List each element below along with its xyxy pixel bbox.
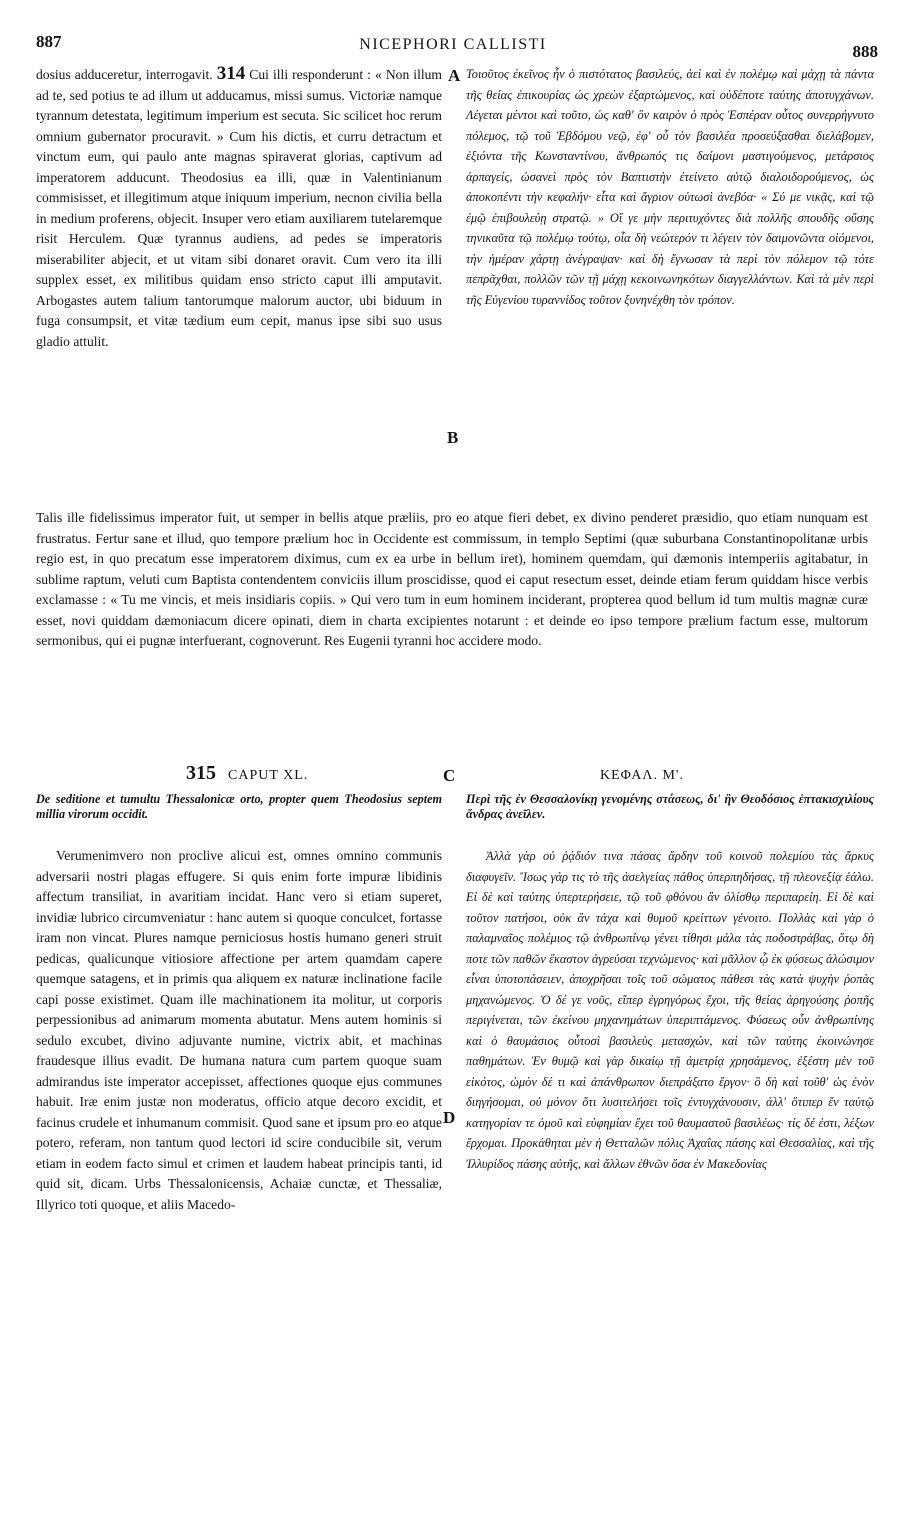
- chapter-title-latin: CAPUT XL.: [228, 768, 309, 783]
- greek-column-top: [466, 64, 874, 310]
- greek-column-bottom: [466, 846, 874, 1174]
- latin-text-rest: Cui illi responderunt : « Non illum ad te, sed potius te ad illum ut adducamus, missi sumus. Victoriæ namque tyrannum detestata, legitimum imperium est secuta. Sic scilicet hoc rerum omnium gubernator procuravit. » Cum his dictis, et curru detractum et vinctum eum, qui paulo ante magnas spiraverat glorias, captivum ad imperatorem adducunt. Theodosius ea illi, quæ in Valentinianum commisisset, et illegitimum atque iniquum imperium, necnon civilia bella in medium proferens, objecit. Insuper vero etiam auxiliarem tutelaremque risit Herculem. Quæ tyrannus audiens, ad pedes se imperatoris miserabiliter abjecit, et ut vitam sibi donaret oravit. Cum vero ita illi supplex esset, ex militibus quidam enso stricto caput illi amputavit. Arbogastes autem talium tantorumque malorum auctor, ubi biduum in fuga consumpsit, et vitæ tædium eum cepit, manus ipse sibi suo usus gladio attulit.: [36, 67, 442, 349]
- margin-letter-b: B: [447, 428, 459, 447]
- running-title: NICEPHORI CALLISTI: [359, 36, 547, 53]
- page-header: [0, 32, 906, 62]
- margin-letter-a: A: [448, 66, 461, 85]
- section-number-314: 314: [216, 63, 246, 84]
- latin-paragraph: [36, 64, 442, 352]
- latin-full-width-block: [36, 508, 868, 652]
- left-page-number: 887: [36, 32, 62, 51]
- latin-column-bottom: [36, 846, 442, 1215]
- latin-chapter-text: Verumenimvero non proclive alicui est, omnes omnino communis adversarii nostri plagas effugere. Si quis enim forte impuræ libidinis affectum transiliat, in avaritiam incidat. Hanc vero si etiam superet, invidiæ lubrico circumveniatur : hanc autem si quoque conculcet, fortasse iram non vincat. Plures namque perniciosus hostis humano generi struit pedicas, qualicunque vitiosiore affectione per artem quamdam capere quemque satagens, et in primis qua aliquem ex naturæ inclinatione facile capi posse existimet. Quam ille machinationem ita molitur, ut corporis perpessionibus ad animarum momenta abutatur. Mens autem hominis si sedulo excubet, divino adjuvante numine, victrix abit, et machinas fraudesque illius evadit. De humana natura cum partem quoque suam admirandus iste imperator accepisset, affectiones quoque ejus communes habuit. Iræ enim justæ non moderatus, officio atque decoro excidit, et facinus crudele et inhumanum commisit. Quod sane et ipsum pro eo atque potero, referam, non tantum quod lectori id scire conducibile sit, verum etiam in eodem facto simul et crimen et laudem habeat principis tanti, id quid sit, dicam. Urbs Thessalonicensis, Achaiæ cunctæ, et Thessaliæ, Illyrico toti quoque, et aliis Macedo-: [36, 848, 442, 1212]
- greek-chapter-text: Ἀλλὰ γὰρ οὐ ῥᾴδιόν τινα πάσας ἄρδην τοῦ κοινοῦ πολεμίου τὰς ἄρκυς διαφυγεῖν. Ἴσως γάρ τις τὸ τῆς ἀσελγείας πάθος ὑπερπηδήσας, τῇ πλεονεξίᾳ ἑάλω. Εἰ δὲ καὶ ταύτης ὑπερτερήσειε, τῷ τοῦ φθόνου ἂν ὀλίσθῳ περιπαρείη. Εἰ δὲ καὶ τοῦτον πατήσοι, οὐκ ἂν τάχα καὶ θυμοῦ κρείττων γένοιτο. Πολλὰς καὶ γὰρ ὁ παλαμναῖος πολέμιος τῷ ἀνθρωπίνῳ γένει τίθησι μάλα τὰς ποδοστράβας, ὅτῳ δὴ ποτε τῶν παθῶν ἕκαστον ἀγρεύσαι τεχνώμενος· καὶ μᾶλλον ᾧ ἐκ φύσεως ἁλώσιμον εἶναι ὑποτοπάσειεν, ἀποχρῆσαι τοῖς τοῦ σώματος πάθεσι τὰς κατὰ ψυχὴν ῥοπὰς μηχανώμενος. Ὁ δέ γε νοῦς, εἴπερ ἐγρηγόρως ἔχοι, τῆς θείας ἀρηγούσης ῥοπῆς περιγίνεται, τῶν ἐκείνου μηχανημάτων ὑπεριπτάμενος. Φύσεως οὖν ἀνθρωπίνης καὶ ὁ θαυμάσιος οὗτοσὶ βασιλεὺς μετασχών, καὶ τῶν ταύτης ἐκοινώνησε παθημάτων. Ἐν θυμῷ καὶ γὰρ δικαίῳ τῇ ἀμετρίᾳ χρησάμενος, ἐξέστη μὲν τοῦ εἰκότος, ὠμὸν δέ τι καὶ ἀπάνθρωπον διεπράξατο ἔργον· ὃ δὴ καὶ τοῦθ' ὡς ἐνὸν διηγήσομαι, οὐ μόνον ὅτι λυσιτελήσει τοῖς ἐντυγχάνουσιν, ἀλλ' ὅτιπερ ἔν ταὐτῷ κατηγορίαν τε ὁμοῦ καὶ εὐφημίαν ἔχει τοῦ θαυμαστοῦ βασιλέως· τίς δέ ἐστι, λέξων ἔρχομαι. Προκάθηται μὲν ἡ Θετταλῶν πόλις Ἀχαΐας πάσης καὶ Θεσσαλίας, καὶ τῆς Ἰλλυρίδος πάσης αὐτῆς, καὶ ἄλλων ἐθνῶν ὅσα ἐν Μακεδονίας: [466, 849, 874, 1171]
- latin-column-top: [36, 64, 442, 352]
- chapter-title-greek: ΚΕΦΑΛ. Μ'.: [600, 768, 684, 783]
- right-page-number: 888: [852, 42, 878, 61]
- chapter-heading-latin: [186, 762, 308, 785]
- margin-letter-d: D: [443, 1108, 456, 1127]
- latin-paragraph-full: Talis ille fidelissimus imperator fuit, ut semper in bellis atque præliis, pro eo atque fieri debet, ex divino penderet præsidio, quo etiam nunquam est frustratus. Fertur sane et illud, quo tempore prælium hoc in Occidente est commissum, in templo Septimi (quæ suburbana Constantinopolitanæ urbis regio est, in quo precatum esse imperatorem diximus, cum ex ea urbe in bellum iret), hominem quemdam, qui dæmonis intemperiis agitabatur, in sublime raptum, veluti cum Baptista contendentem conviciis illum proscidisse, quod ei caput resectum esset, deinde etiam ferum quiddam hisce verbis exclamasse : « Tu me vincis, et meis insidiaris copiis. » Qui vero tum in eum hominem inciderant, propterea quod bellum id tum multis magnæ curæ esset, novi quiddam dæmoniacum dicere opinati, diem in charta excipientes notarunt : et deinde eo ipso tempore prælium factum esse, multorum sermonibus, qui ei pugnæ interfuerant, cognoverunt. Res Eugenii tyranni hoc accidere modo.: [36, 510, 868, 648]
- margin-letter-c: C: [443, 766, 456, 785]
- chapter-summary-greek: Περὶ τῆς ἐν Θεσσαλονίκῃ γενομένης στάσεως, δι' ἣν Θεοδόσιος ἑπτακισχιλίους ἄνδρας ἀνεῖλεν.: [466, 792, 874, 821]
- greek-paragraph: Τοιοῦτος ἐκεῖνος ἦν ὁ πιστότατος βασιλεύς, ἀεὶ καὶ ἐν πολέμῳ καὶ μάχῃ τὰ πάντα τῆς θείας ἐπικουρίας ὡς χρεὼν ἐξαρτώμενος, καὶ οὐδέποτε ταύτης ἀποτυγχάνων. Λέγεται μέντοι καὶ τοῦτο, ὡς καθ' ὃν καιρὸν ὁ πρὸς Ἑσπέραν οὗτος συνερρήγνυτο πόλεμος, τῷ τοῦ Ἑβδόμου νεῷ, ἐφ' οὗ τὸν βασιλέα προσεύξασθαι διελάβομεν, ἐξιόντα τῆς Κωνσταντίνου, ἄνθρωπός τις δαίμονι μαστιγούμενος, μετάρσιος ἁρπαγείς, ὡσανεὶ πρὸς τὸν Βαπτιστὴν ἐτείνετο αὐτῷ διαλοιδορούμενος, ὡς ἀποκοπέντι τὴν κεφαλήν· εἶτα καὶ ἄγριον οὑτωσὶ ἀνεβόα· « Σύ με νικᾷς, καὶ τῷ ἐμῷ ἐπιβουλεύῃ στρατῷ. » Οἵ γε μὴν περιτυχόντες διὰ πολλῆς σπουδῆς οὔσης τηνικαῦτα τῷ πολέμῳ τούτῳ, οἷα δὴ νεώτερόν τι λέγειν τὸν δαιμονῶντα οἰόμενοι, τὴν ἡμέραν χάρτῃ ἀνέγραψαν· καὶ δὴ ἔγνωσαν τὰ περὶ τὸν πόλεμον τῷ τότε πεπρᾶχθαι, πολλῶν τῶν τῇ μάχῃ κεκοινωνηκότων διαγγελλάντων. Καὶ τὰ μὲν περὶ τῆς Εὐγενίου τυραννίδος τοῦτον ξυνηνέχθη τὸν τρόπον.: [466, 67, 874, 307]
- chapter-summary-latin: De seditione et tumultu Thessalonicæ orto, propter quem Theodosius septem millia virorum occidit.: [36, 792, 442, 821]
- latin-text-start: dosius adduceretur, interrogavit.: [36, 67, 213, 82]
- section-number-315: 315: [186, 762, 216, 784]
- chapter-heading-greek: [600, 766, 684, 784]
